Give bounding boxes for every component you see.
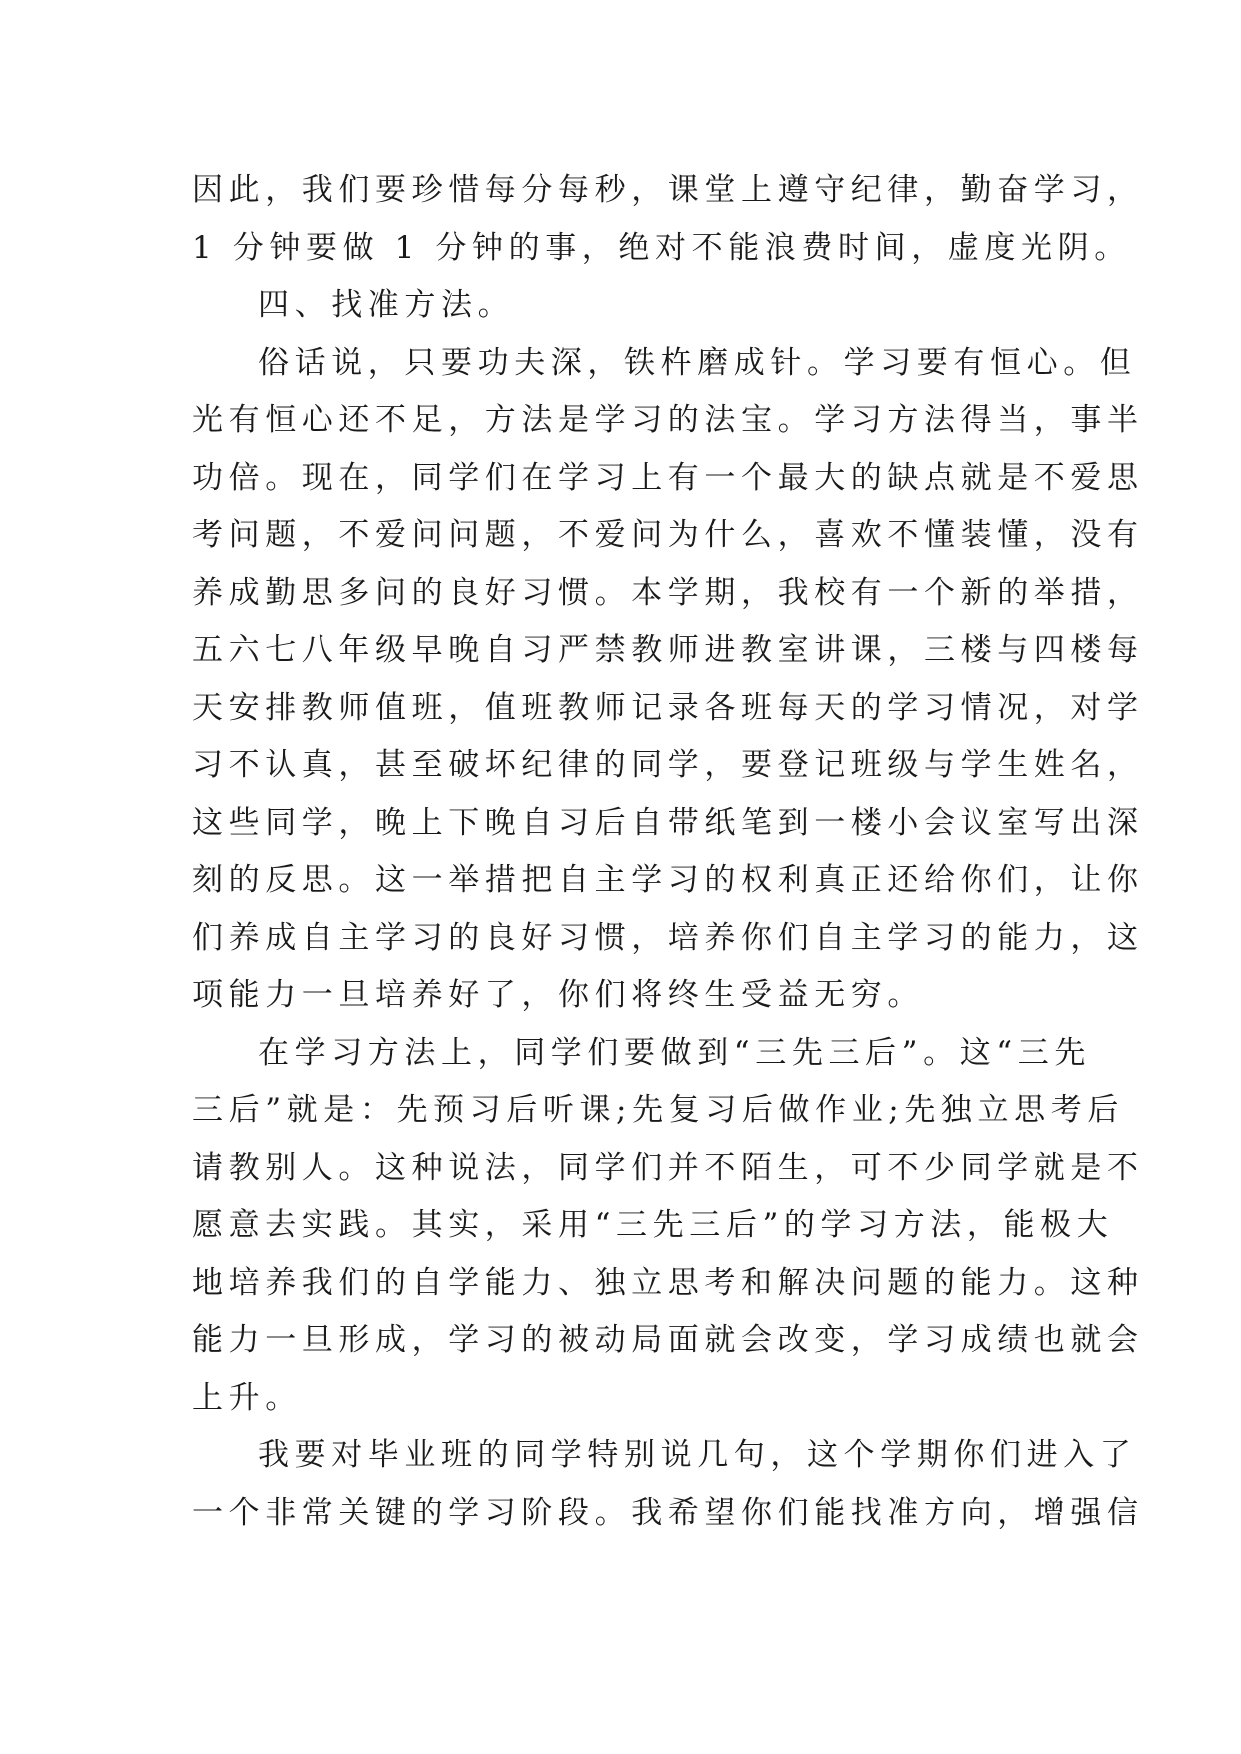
text-line: 考问题，不爱问问题，不爱问为什么，喜欢不懂装懂，没有	[192, 517, 1144, 553]
text-line: 愿意去实践。其实，采用“三先三后”的学习方法，能极大	[192, 1207, 1114, 1243]
text-line: 三后”就是：先预习后听课;先复习后做作业;先独立思考后	[192, 1092, 1124, 1128]
body-text	[192, 162, 1144, 1542]
text-line: 五六七八年级早晚自习严禁教师进教室讲课，三楼与四楼每	[192, 632, 1144, 668]
text-line: 能力一旦形成，学习的被动局面就会改变，学习成绩也就会	[192, 1322, 1144, 1358]
text-line: 上升。	[192, 1379, 302, 1416]
text-line: 地培养我们的自学能力、独立思考和解决问题的能力。这种	[192, 1264, 1144, 1301]
text-line: 请教别人。这种说法，同学们并不陌生，可不少同学就是不	[192, 1149, 1144, 1186]
text-line: 光有恒心还不足，方法是学习的法宝。学习方法得当，事半	[192, 402, 1144, 438]
text-line: 刻的反思。这一举措把自主学习的权利真正还给你们，让你	[192, 862, 1144, 898]
paragraph-start-line: 我要对毕业班的同学特别说几句，这个学期你们进入了	[258, 1437, 1137, 1473]
text-line: 这些同学，晚上下晚自习后自带纸笔到一楼小会议室写出深	[192, 804, 1144, 841]
paragraph-start-line: 在学习方法上，同学们要做到“三先三后”。这“三先	[258, 1034, 1091, 1071]
text-line: 天安排教师值班，值班教师记录各班每天的学习情况，对学	[192, 689, 1144, 726]
text-line: 习不认真，甚至破坏纪律的同学，要登记班级与学生姓名，	[192, 747, 1144, 783]
text-line: 项能力一旦培养好了，你们将终生受益无穷。	[192, 977, 924, 1013]
paragraph-start-line: 俗话说，只要功夫深，铁杵磨成针。学习要有恒心。但	[258, 344, 1137, 381]
text-line: 一个非常关键的学习阶段。我希望你们能找准方向，增强信	[192, 1494, 1144, 1531]
text-line: 1 分钟要做 1 分钟的事，绝对不能浪费时间，虚度光阴。	[192, 229, 1131, 266]
text-line: 们养成自主学习的良好习惯，培养你们自主学习的能力，这	[192, 919, 1144, 956]
section-heading: 四、找准方法。	[258, 287, 515, 323]
text-line: 功倍。现在，同学们在学习上有一个最大的缺点就是不爱思	[192, 459, 1144, 496]
text-line: 养成勤思多问的良好习惯。本学期，我校有一个新的举措，	[192, 574, 1144, 611]
text-line: 因此，我们要珍惜每分每秒，课堂上遵守纪律，勤奋学习，	[192, 172, 1144, 208]
